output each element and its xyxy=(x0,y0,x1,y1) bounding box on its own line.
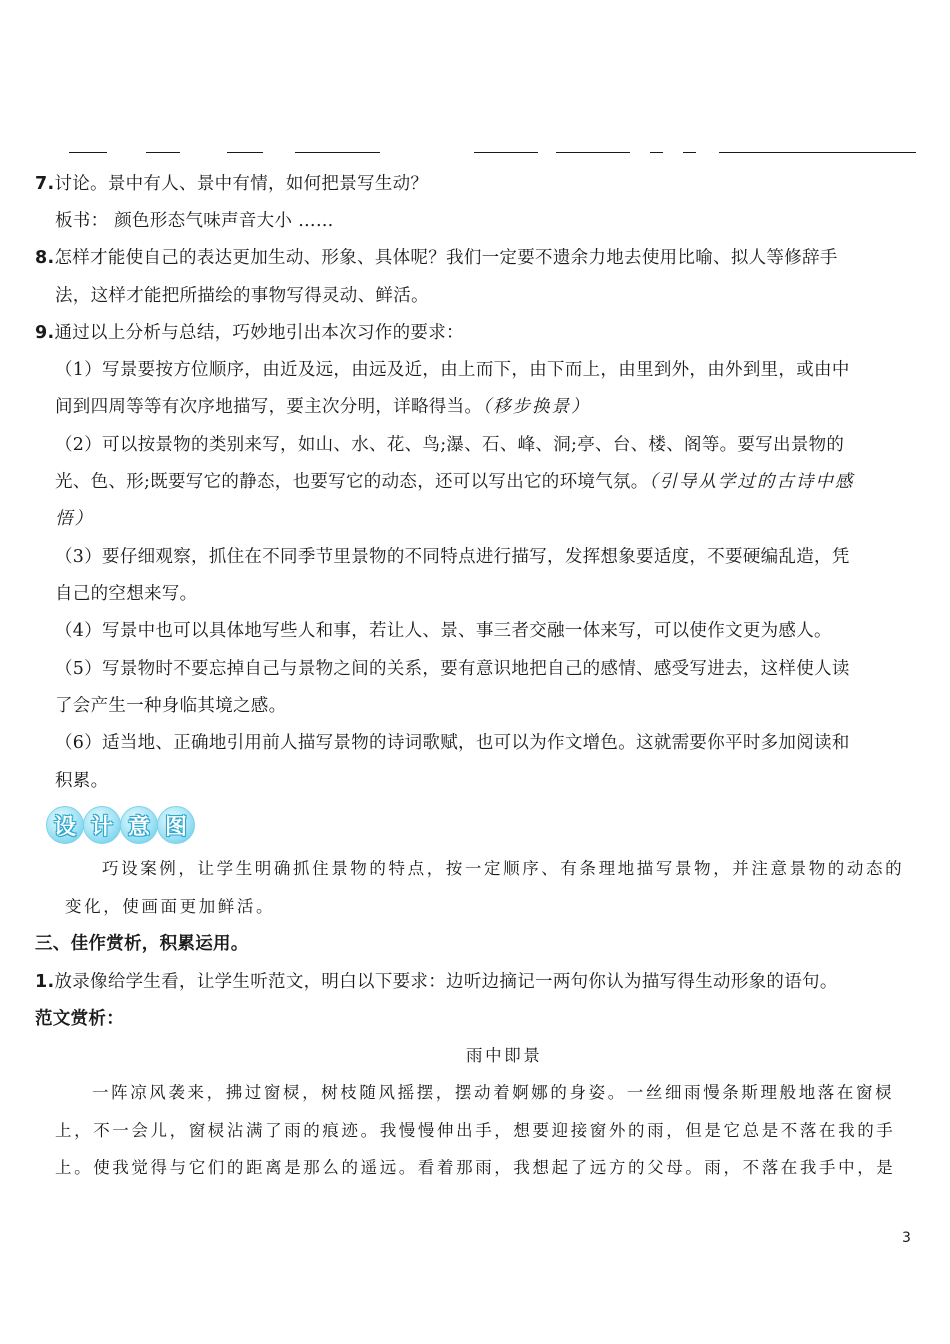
requirement-6 xyxy=(0,731,950,755)
banner-char: 意 xyxy=(120,806,158,844)
essay-title-text: 雨中即景 xyxy=(466,1046,543,1065)
teacher-note: （引导从学过的古诗中感 xyxy=(648,472,855,492)
section-3-item-1 xyxy=(0,970,950,994)
requirement-5-continued xyxy=(0,694,950,718)
essay-paragraph xyxy=(0,1081,950,1105)
model-essay-label-text: 范文赏析： xyxy=(35,1009,124,1029)
requirement-2 xyxy=(0,433,950,457)
item-text: 放录像给学生看，让学生听范文，明白以下要求：边听边摘记一两句你认为描写得生动形象的语句。 xyxy=(54,972,838,992)
requirement-text: （5）写景物时不要忘掉自己与景物之间的关系，要有意识地把自己的感情、感受写进去，这样使人读 xyxy=(55,659,850,679)
item-8 xyxy=(0,246,950,270)
essay-line: 上，不一会儿，窗棂沾满了雨的痕迹。我慢慢伸出手，想要迎接窗外的雨，但是它总是不落在我的手 xyxy=(55,1121,896,1140)
blank-line xyxy=(683,152,696,153)
section-heading xyxy=(0,932,950,956)
requirement-text: （6）适当地、正确地引用前人描写景物的诗词歌赋，也可以为作文增色。这就需要你平时多加阅读和 xyxy=(55,733,850,753)
teacher-note: （移步换景） xyxy=(482,397,591,417)
requirement-text: （1）写景要按方位顺序，由近及远，由远及近，由上而下，由下而上，由里到外，由外到里，或由中 xyxy=(55,360,850,380)
model-essay-label xyxy=(0,1007,950,1031)
banner-char: 计 xyxy=(83,806,121,844)
essay-line: 一阵凉风袭来，拂过窗棂，树枝随风摇摆，摆动着婀娜的身姿。一丝细雨慢条斯理般地落在窗棂 xyxy=(92,1083,895,1102)
item-number: 7. xyxy=(35,174,55,194)
requirement-4 xyxy=(0,619,950,643)
requirement-text: 自己的空想来写。 xyxy=(55,584,198,604)
blank-line xyxy=(650,152,663,153)
section-title: 三、佳作赏析，积累运用。 xyxy=(35,934,249,954)
requirement-5 xyxy=(0,657,950,681)
item-8-continued xyxy=(0,284,950,308)
blank-line xyxy=(69,152,107,153)
blank-line xyxy=(719,152,916,153)
requirement-text: 光、色、形;既要写它的静态，也要写它的动态，还可以写出它的环境气氛。 xyxy=(55,472,649,492)
item-text: 讨论。景中有人、景中有情，如何把景写生动？ xyxy=(54,174,429,194)
design-intent-text xyxy=(0,857,950,881)
blank-line xyxy=(227,152,263,153)
item-text: 通过以上分析与总结，巧妙地引出本次习作的要求： xyxy=(54,323,464,343)
essay-paragraph-continued xyxy=(0,1156,950,1180)
board-text: 板书： 颜色形态气味声音大小 …… xyxy=(55,211,334,231)
blank-line xyxy=(295,152,380,153)
item-9 xyxy=(0,321,950,345)
banner-char: 设 xyxy=(46,806,84,844)
item-number: 8. xyxy=(35,248,55,268)
requirement-text: 积累。 xyxy=(55,771,109,791)
requirement-text: （3）要仔细观察，抓住在不同季节里景物的不同特点进行描写，发挥想象要适度，不要硬编乱造，凭 xyxy=(55,547,850,567)
blank-line xyxy=(474,152,538,153)
blank-line xyxy=(556,152,630,153)
essay-title xyxy=(0,1044,950,1068)
design-intent-line: 变化，使画面更加鲜活。 xyxy=(65,897,276,916)
requirement-3 xyxy=(0,545,950,569)
item-text: 怎样才能使自己的表达更加生动、形象、具体呢？我们一定要不遗余力地去使用比喻、拟人等修辞手 xyxy=(54,248,838,268)
design-intent-line: 巧设案例，让学生明确抓住景物的特点，按一定顺序、有条理地描写景物，并注意景物的动态的 xyxy=(102,859,905,878)
requirement-text: 了会产生一种身临其境之感。 xyxy=(55,696,287,716)
blank-line xyxy=(146,152,180,153)
banner-char: 图 xyxy=(157,806,195,844)
board-notes xyxy=(0,209,950,233)
essay-line: 上。使我觉得与它们的距离是那么的遥远。看着那雨，我想起了远方的父母。雨，不落在我手中，是 xyxy=(55,1158,896,1177)
design-intent-text-continued xyxy=(0,895,950,919)
requirement-3-continued xyxy=(0,582,950,606)
design-intent-banner xyxy=(46,806,194,844)
requirement-text: （2）可以按景物的类别来写，如山、水、花、鸟;瀑、石、峰、洞;亭、台、楼、阁等。要写出景物的 xyxy=(55,435,845,455)
item-7 xyxy=(0,172,950,196)
page-number: 3 xyxy=(902,1230,911,1246)
item-number: 1. xyxy=(35,972,55,992)
essay-paragraph-continued xyxy=(0,1119,950,1143)
requirement-2-continued xyxy=(0,470,950,494)
teacher-note: 悟） xyxy=(55,509,94,529)
requirement-text: 间到四周等等有次序地描写，要主次分明，详略得当。 xyxy=(55,397,483,417)
requirement-1-continued xyxy=(0,395,950,419)
requirement-1 xyxy=(0,358,950,382)
item-number: 9. xyxy=(35,323,55,343)
requirement-6-continued xyxy=(0,769,950,793)
item-text: 法，这样才能把所描绘的事物写得灵动、鲜活。 xyxy=(55,286,429,306)
requirement-text: （4）写景中也可以具体地写些人和事，若让人、景、事三者交融一体来写，可以使作文更为感人。 xyxy=(55,621,832,641)
requirement-2-note-end xyxy=(0,507,950,531)
